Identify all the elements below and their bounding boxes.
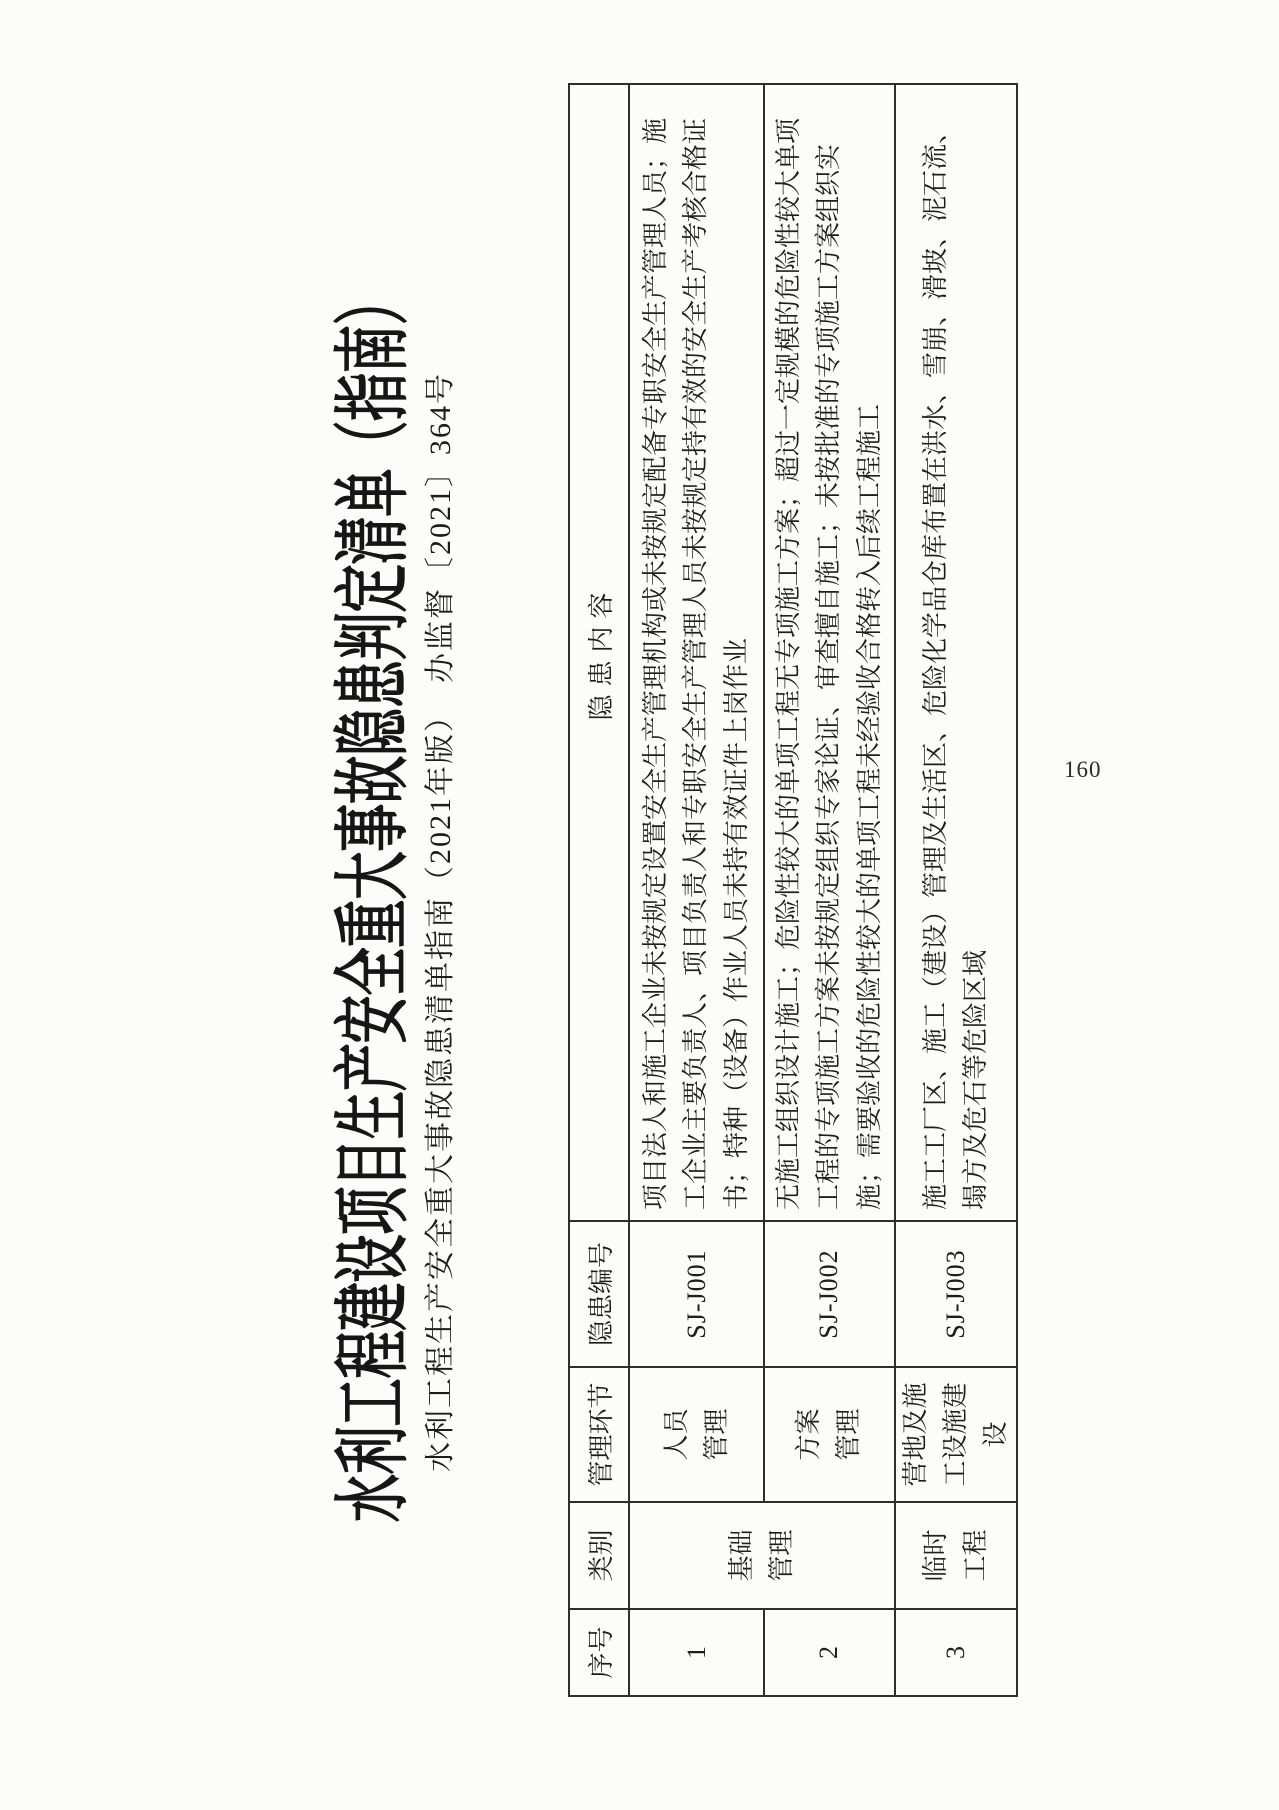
cell-category-3 xyxy=(895,1502,1017,1609)
table-row-3 xyxy=(895,84,1017,1696)
table-header-row xyxy=(569,84,629,1696)
link-text: 人员管理 xyxy=(661,1408,731,1461)
category-text: 临时工程 xyxy=(920,1529,990,1582)
cell-seq-3: 3 xyxy=(895,1609,1017,1696)
col-header-content: 隐患内容 xyxy=(569,84,629,1221)
cell-link-1 xyxy=(629,1367,764,1502)
cell-link-3 xyxy=(895,1367,1017,1502)
cell-code-2: SJ-J002 xyxy=(764,1221,895,1367)
col-header-seq: 序号 xyxy=(569,1609,629,1696)
cell-code-1: SJ-J001 xyxy=(629,1221,764,1367)
table-row-2 xyxy=(764,84,895,1696)
link-text: 方案管理 xyxy=(794,1408,864,1461)
link-text: 营地及施工设施建设 xyxy=(900,1382,1010,1487)
cell-content-1: 项目法人和施工企业未按规定设置安全生产管理机构或未按规定配备专职安全生产管理人员；施工企业主要负责人、项目负责人和专职安全生产管理人员未按规定持有效的安全生产考核合格证书；特种（设备）作业人员未持有效证件上岗作业 xyxy=(629,84,764,1221)
document-title: 水利工程建设项目生产安全重大事故隐患判定清单（指南） xyxy=(331,277,416,1522)
category-text: 基础管理 xyxy=(726,1529,796,1582)
col-header-category: 类别 xyxy=(569,1502,629,1609)
hazard-table xyxy=(568,83,1018,1697)
page-number: 160 xyxy=(1064,757,1102,782)
cell-content-3: 施工工厂区、施工（建设）管理及生活区、危险化学品仓库布置在洪水、雪崩、滑坡、泥石流、塌方及危石等危险区域 xyxy=(895,84,1017,1221)
table-row-1 xyxy=(629,84,764,1696)
cell-code-3: SJ-J003 xyxy=(895,1221,1017,1367)
col-header-link: 管理环节 xyxy=(569,1367,629,1502)
document-subtitle: 水利工程生产安全重大事故隐患清单指南（2021年版） 办监督〔2021〕364号 xyxy=(424,372,457,1472)
cell-seq-2: 2 xyxy=(764,1609,895,1696)
cell-seq-1: 1 xyxy=(629,1609,764,1696)
cell-category-merged xyxy=(629,1502,895,1609)
cell-content-2: 无施工组织设计施工；危险性较大的单项工程无专项施工方案；超过一定规模的危险性较大单项工程的专项施工方案未按规定组织专家论证、审查擅自施工；未按批准的专项施工方案组织实施；需要验收的危险性较大的单项工程未经验收合格转入后续工程施工 xyxy=(764,84,895,1221)
col-header-code: 隐患编号 xyxy=(569,1221,629,1367)
cell-link-2 xyxy=(764,1367,895,1502)
